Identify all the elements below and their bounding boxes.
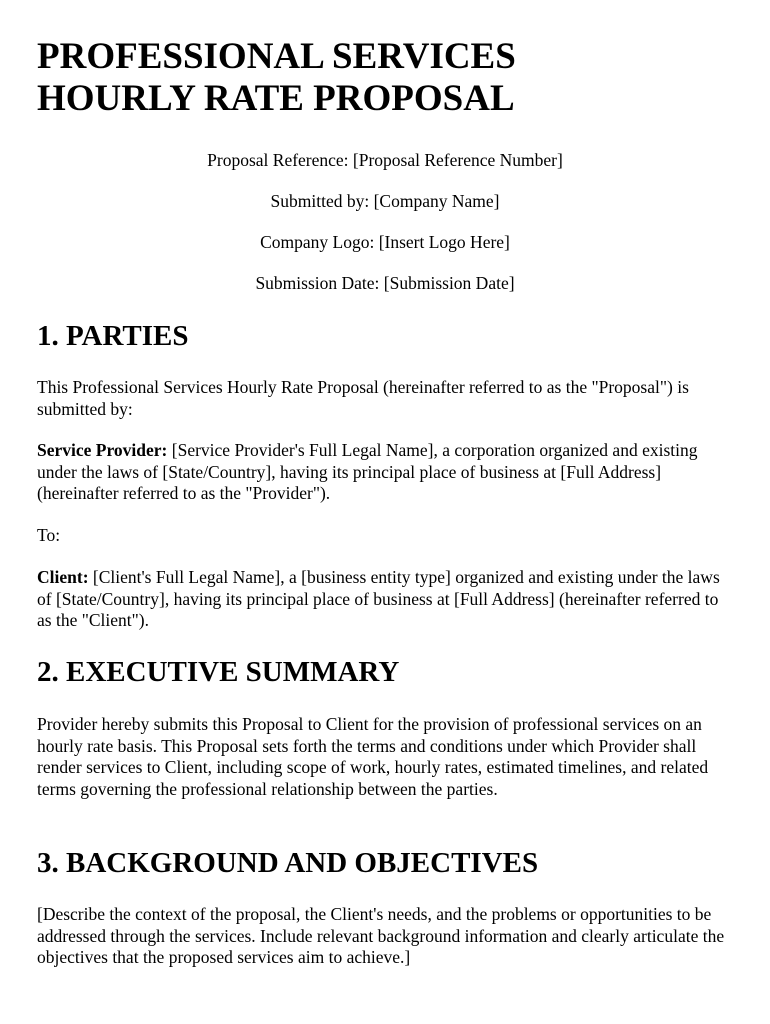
proposal-reference: Proposal Reference: [Proposal Reference Number] <box>207 150 563 170</box>
service-provider-label: Service Provider: <box>37 440 168 460</box>
to-label: To: <box>37 525 61 545</box>
executive-summary-body: Provider hereby submits this Proposal to Client for the provision of professional services on an hourly rate basis. This Proposal sets forth the terms and conditions under which Provider shall render services to Client, including scope of work, hourly rates, estimated timelines, and related terms governing the professional relationship between the parties. <box>37 714 709 799</box>
background-body: [Describe the context of the proposal, the Client's needs, and the problems or opportunities to be addressed through the services. Include relevant background information and clearly articulate the objectives that the proposed services aim to achieve.] <box>37 904 725 968</box>
client-label: Client: <box>37 567 89 587</box>
submission-date: Submission Date: [Submission Date] <box>255 273 515 293</box>
title-line-1: PROFESSIONAL SERVICES <box>37 36 516 77</box>
title-line-2: HOURLY RATE PROPOSAL <box>37 78 515 119</box>
submitted-by: Submitted by: [Company Name] <box>270 191 500 211</box>
client-paragraph <box>37 567 727 632</box>
service-provider-text: [Service Provider's Full Legal Name], a corporation organized and existing under the laws of [State/Country], having its principal place of business at [Full Address] (hereinafter referred to as the "Provider"). <box>37 440 698 504</box>
section-heading-background: 3. BACKGROUND AND OBJECTIVES <box>37 847 539 879</box>
company-logo-placeholder: Company Logo: [Insert Logo Here] <box>260 232 510 252</box>
parties-intro: This Professional Services Hourly Rate Proposal (hereinafter referred to as the "Proposal") is submitted by: <box>37 377 689 419</box>
document-title <box>37 36 516 120</box>
section-heading-executive-summary: 2. EXECUTIVE SUMMARY <box>37 656 400 688</box>
client-text: [Client's Full Legal Name], a [business entity type] organized and existing under the laws of [State/Country], having its principal place of business at [Full Address] (hereinafter referred to as the "Client"). <box>37 567 720 631</box>
service-provider-paragraph <box>37 440 727 505</box>
section-heading-parties: 1. PARTIES <box>37 320 189 352</box>
